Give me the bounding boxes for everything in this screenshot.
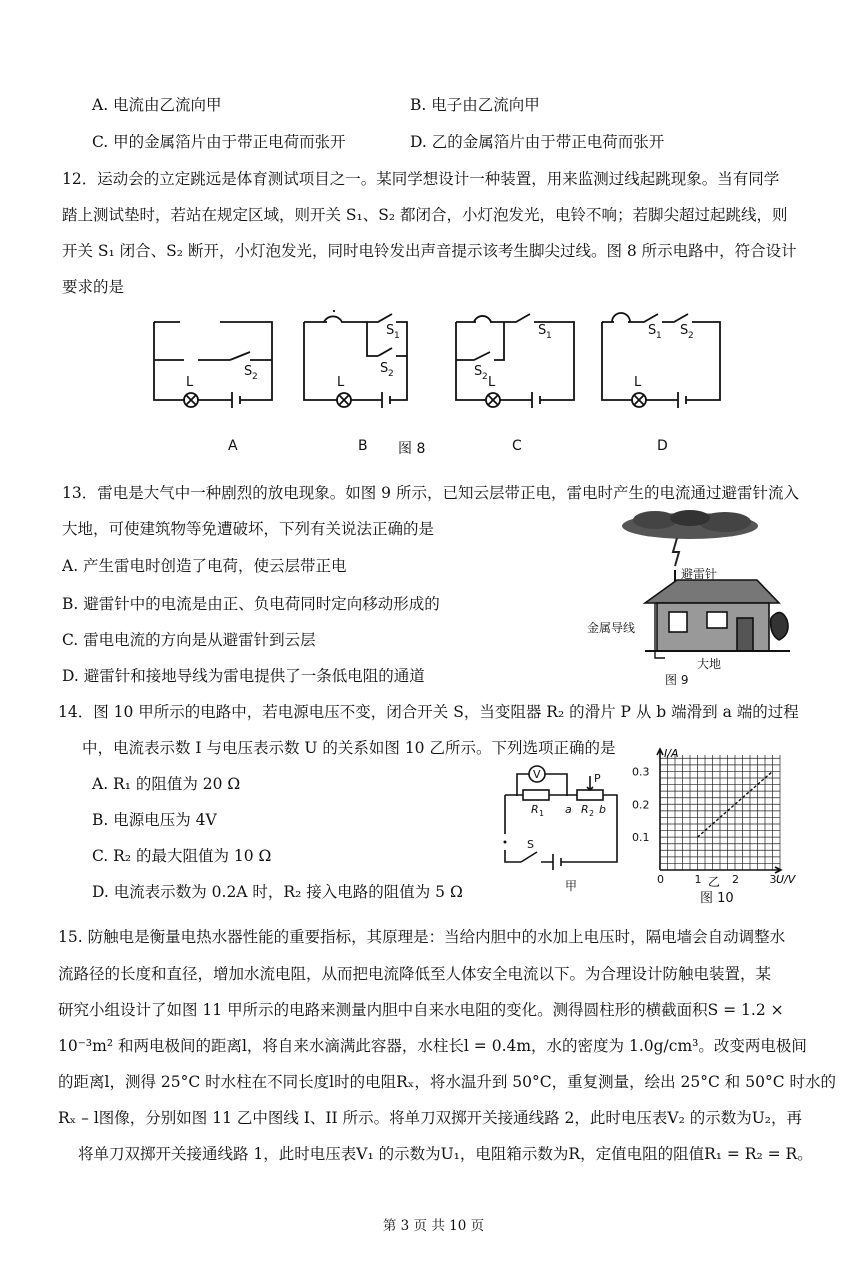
fig10-caption: 图 10 [700,891,734,906]
q11-option-d: D. 乙的金属箔片由于带正电荷而张开 [410,133,665,151]
q13-stem-line2: 大地，可使建筑物等免遭破坏，下列有关说法正确的是 [62,520,435,538]
circuit-d-s2-sub: 2 [688,331,694,341]
q13-option-a: A. 产生雷电时创造了电荷，使云层带正电 [62,557,347,575]
circuit-c-lamp-label: L [488,375,496,390]
q14-stem-line2: 中，电流表示数 I 与电压表示数 U 的关系如图 10 乙所示。下列选项正确的是 [82,739,616,757]
x-tick-label: 0 [657,873,664,886]
figure-9-lightning [585,508,795,688]
circuit-b-s2-label: S [380,361,389,376]
q15-stem-line1: 15. 防触电是衡量电热水器性能的重要指标，其原理是：当给内胆中的水加上电压时，隔电墙会自动调整水 [58,928,786,946]
fig9-caption: 图 9 [665,673,689,687]
q14-option-b: B. 电源电压为 4V [92,811,217,829]
circuit-b-s1-sub: 1 [394,331,400,341]
fig8-caption-a: A [228,438,238,454]
q15-stem-line2: 流路径的长度和直径，增加水流电阻，从而把电流降低至人体安全电流以下。为合理设计防触电装置，某 [58,965,772,983]
x-tick-label: 2 [732,873,739,886]
y-tick-label: 0.3 [632,765,650,779]
circuit-c-s1-sub: 1 [546,331,552,341]
graph-ticks [632,765,777,886]
q15-stem-line6: Rₓ – l图像，分别如图 11 乙中图线 I、II 所示。将单刀双掷开关接通线路 2，此时电压表V₂ 的示数为U₂，再 [58,1109,803,1127]
q14-option-d: D. 电流表示数为 0.2A 时，R₂ 接入电路的阻值为 5 Ω [92,883,463,901]
q14-option-a: A. R₁ 的阻值为 20 Ω [92,775,241,793]
q11-option-c: C. 甲的金属箔片由于带正电荷而张开 [92,133,346,151]
fig10-end-a: a [565,803,572,816]
graph-ylabel: I/A [664,747,679,760]
x-tick-label: 3 [769,873,777,886]
fig9-wire-label: 金属导线 [587,621,636,635]
fig10-r1-label: R [531,803,539,816]
q12-stem-line3: 开关 S₁ 闭合、S₂ 断开，小灯泡发光，同时电铃发出声音提示该考生脚尖过线。图 8 所示电路中，符合设计 [62,242,797,260]
fig10-r1-sub: 1 [539,809,545,818]
q12-stem-line4: 要求的是 [62,278,125,296]
q11-option-b: B. 电子由乙流向甲 [410,96,540,114]
q13-option-d: D. 避雷针和接地导线为雷电提供了一条低电阻的通道 [62,667,425,685]
fig8-caption-d: D [657,438,668,454]
figure-10-graph [630,745,805,890]
q13-option-b: B. 避雷针中的电流是由正、负电荷同时定向移动形成的 [62,595,440,613]
graph-grid [660,755,780,870]
circuit-c [456,314,574,408]
x-tick-label: 1 [694,873,702,886]
q12-stem-line1: 12．运动会的立定跳远是体育测试项目之一。某同学想设计一种装置，用来监测过线起跳现象。当有同学 [62,170,780,188]
fig10-r2-label: R [581,803,589,816]
q15-stem-line3: 研究小组设计了如图 11 甲所示的电路来测量内胆中自来水电阻的变化。测得圆柱形的横截面积S = 1.2 × [58,1001,784,1019]
q11-option-a: A. 电流由乙流向甲 [92,96,222,114]
circuit-d-lamp-label: L [634,375,642,390]
q13-stem-line1: 13．雷电是大气中一种剧烈的放电现象。如图 9 所示，已知云层带正电，雷电时产生的电流通过避雷针流入 [62,484,799,502]
lightning-bolt [673,538,679,566]
circuit-a-switch-label: S [244,364,253,379]
fig9-ground-label: 大地 [697,657,722,671]
fig10-end-b: b [599,803,606,816]
q12-stem-line2: 踏上测试垫时，若站在规定区域，则开关 S₁、S₂ 都闭合，小灯泡发光，电铃不响；若脚尖超过起跳线，则 [62,206,788,224]
fig8-caption: 图 8 [398,441,426,457]
fig10-r2-sub: 2 [589,809,595,818]
circuit-d [602,313,720,408]
q14-option-c: C. R₂ 的最大阻值为 10 Ω [92,847,272,865]
q15-stem-line7: 将单刀双掷开关接通线路 1，此时电压表V₁ 的示数为U₁，电阻箱示数为R，定值电阻的阻值R₁ = R₂ = R。 [78,1145,813,1163]
house-shape [645,570,790,658]
q13-option-c: C. 雷电电流的方向是从避雷针到云层 [62,631,316,649]
circuit-c-s2-label: S [474,364,483,379]
fig10-caption-jia: 甲 [565,879,578,893]
fig8-caption-c: C [512,438,522,454]
circuit-a-lamp-label: L [186,375,194,390]
q14-stem-line1: 14．图 10 甲所示的电路中，若电源电压不变，闭合开关 S，当变阻器 R₂ 的滑片 P 从 b 端滑到 a 端的过程 [58,703,799,721]
fig9-rod-label: 避雷针 [681,567,718,581]
fig8-caption-b: B [358,438,368,454]
circuit-a-switch-sub: 2 [252,372,258,382]
circuit-b-lamp-label: L [337,375,345,390]
fig10-switch-label: S [527,838,534,851]
figure-8-circuits [140,300,740,425]
circuit-b-s2-sub: 2 [388,369,394,379]
circuit-c-s1-label: S [538,323,547,338]
graph-xlabel: U/V [776,873,796,886]
page-footer: 第 3 页 共 10 页 [382,1218,485,1234]
circuit-b-s1-label: S [386,323,395,338]
q15-stem-line5: 的距离l，测得 25°C 时水柱在不同长度l时的电阻Rₓ，将水温升到 50°C，重复测量，绘出 25°C 和 50°C 时水的 [58,1073,836,1091]
cloud-shape [622,510,758,539]
y-tick-label: 0.2 [632,798,650,812]
circuit-d-s1-label: S [648,323,657,338]
circuit-a [154,322,272,408]
circuit-d-s1-sub: 1 [656,331,662,341]
fig10-voltmeter-label: V [533,768,541,781]
y-tick-label: 0.1 [632,831,650,845]
graph-caption: 乙 [708,875,721,889]
circuit-c-s2-sub: 2 [482,372,488,382]
circuit-d-s2-label: S [680,323,689,338]
fig10-slider-label: P [594,772,601,785]
q15-stem-line4: 10⁻³m² 和两电极间的距离l，将自来水滴满此容器，水柱长l = 0.4m，水的密度为 1.0g/cm³。改变两电极间 [58,1037,807,1055]
figure-10-circuit [495,762,630,897]
